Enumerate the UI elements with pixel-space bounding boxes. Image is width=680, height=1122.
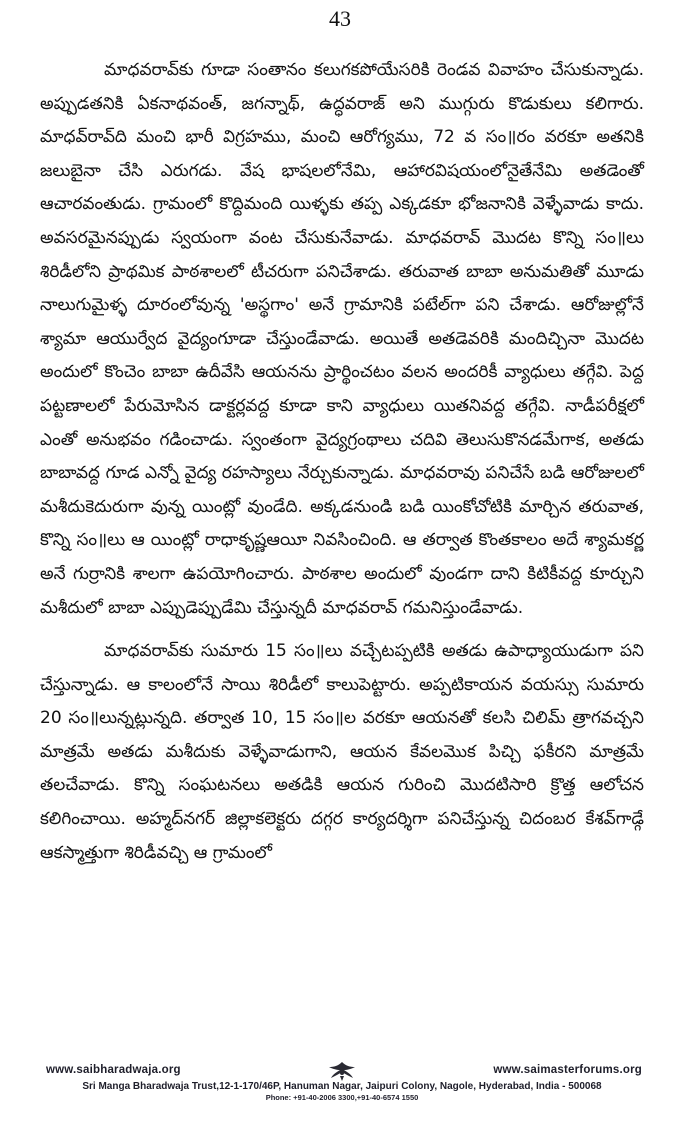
om-emblem-icon [327,1060,357,1082]
paragraph-text: మాధవరావ్‌కు గూడా సంతానం కలుగకపోయేసరికి రెండవ వివాహం చేసుకున్నాడు. అప్పుడతనికి ఏకనాథవంత్, జగన్నాథ్, ఉద్ధవరాజ్ అని ముగ్గురు కొడుకులు కలిగారు. మాధవ్‌రావ్‌ది మంచి భారీ విగ్రహము, మంచి ఆరోగ్యము, 72 వ సం॥రం వరకూ అతనికి జలుబైనా చేసి ఎరుగడు. వేష భాషలలోనేమి, ఆహారవిషయంలోనైతేనేమి అతడెంతో ఆచారవంతుడు. గ్రామంలో కొద్దిమంది యిళ్ళకు తప్ప ఎక్కడకూ భోజనానికి వెళ్ళేవాడు కాదు. అవసరమైనప్పుడు స్వయంగా వంట చేసుకునేవాడు. మాధవరావ్ మొదట కొన్ని సం॥లు శిరిడీలోని ప్రాథమిక పాఠశాలలో టీచరుగా పనిచేశాడు. తరువాత బాబా అనుమతితో మూడు నాలుగుమైళ్ళ దూరంలోవున్న 'అస్థగాం' అనే గ్రామానికి పటేల్‌గా పని చేశాడు. ఆరోజుల్లోనే శ్యామా ఆయుర్వేద వైద్యంగూడా చేస్తుండేవాడు. అయితే అతడెవరికి మందిచ్చినా మొదట అందులో కొంచెం బాబా ఉదీవేసి ఆయనను ప్రార్థించటం వలన అందరికీ వ్యాధులు తగ్గేవి. పెద్ద పట్టణాలలో పేరుమోసిన డాక్టర్లవద్ద కూడా కాని వ్యాధులు యితనివద్ద తగ్గేవి. నాడీపరీక్షలో ఎంతో అనుభవం గడించాడు. స్వంతంగా వైద్యగ్రంథాలు చదివి తెలుసుకొనడమేగాక, అతడు బాబావద్ద గూడ ఎన్నో వైద్య రహస్యాలు నేర్చుకున్నాడు. మాధవరావు పనిచేసే బడి ఆరోజులలో మశీదుకెదురుగా వున్న యింట్లో వుండేది. అక్కడనుండి బడి యింకోచోటికి మార్చిన తరువాత, కొన్ని సం॥లు ఆ యింట్లో రాధాకృష్ణఆయీ నివసించింది. ఆ తర్వాత కొంతకాలం అదే శ్యామకర్ణ అనే గుర్రానికి శాలగా ఉపయోగించారు. పాఠశాల అందులో వుండగా దాని కిటికీవద్ద కూర్చుని మశీదులో బాబా ఎప్పుడెప్పుడేమి చేస్తున్నదీ మాధవరావ్ గమనిస్తుండేవాడు. [40,60,644,618]
website-link-right[interactable]: www.saimasterforums.org [493,1064,642,1076]
paragraph [40,635,644,870]
page-footer [40,1064,644,1116]
page-number: 43 [329,6,351,31]
website-link-left[interactable]: www.saibharadwaja.org [46,1064,181,1076]
document-body [40,54,644,870]
paragraph-text: మాధవరావ్‌కు సుమారు 15 సం॥లు వచ్చేటప్పటికి అతడు ఉపాధ్యాయుడుగా పని చేస్తున్నాడు. ఆ కాలంలోనే సాయి శిరిడీలో కాలుపెట్టారు. అప్పటికాయన వయస్సు సుమారు 20 సం॥లున్నట్లున్నది. తర్వాత 10, 15 సం॥ల వరకూ ఆయనతో కలసి చిలిమ్ త్రాగవచ్చని మాత్రమే అతడు మశీదుకు వెళ్ళేవాడుగాని, ఆయన కేవలమొక పిచ్చి ఫకీరని మాత్రమే తలచేవాడు. కొన్ని సంఘటనలు అతడికి ఆయన గురించి మొదటిసారి క్రొత్త ఆలోచన కలిగించాయి. అహ్మద్‌నగర్ జిల్లాకలెక్టరు దగ్గర కార్యదర్శిగా పనిచేస్తున్న చిదంబర కేశవ్‌గాడ్గే ఆకస్మాత్తుగా శిరిడీవచ్చి ఆ గ్రామంలో [40,641,644,863]
trust-address: Sri Manga Bharadwaja Trust,12-1-170/46P, Hanuman Nagar, Jaipuri Colony, Nagole, Hyderabad, India - 500068 [82,1081,602,1092]
phone-numbers: Phone: +91-40-2006 3300,+91-40-6574 1550 [265,1093,419,1102]
paragraph [40,54,644,625]
